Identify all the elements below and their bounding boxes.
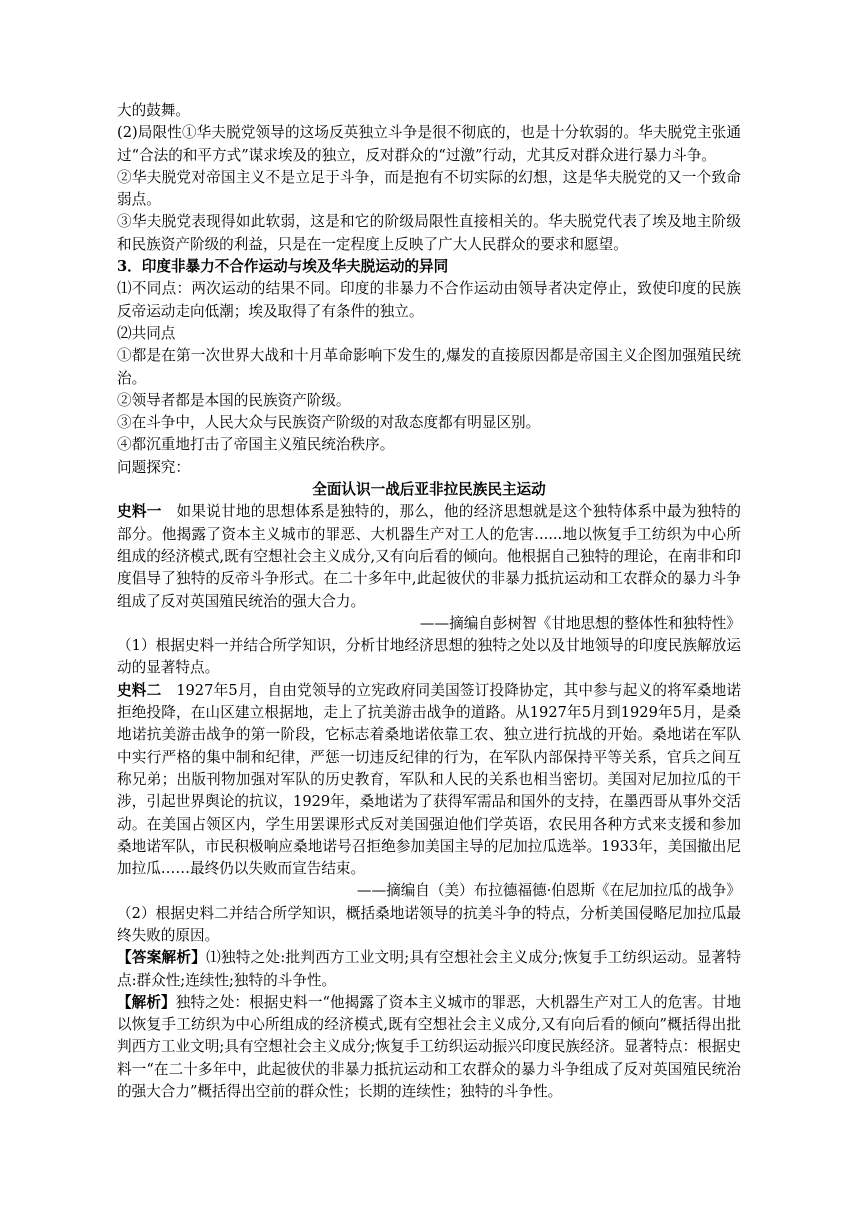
answer	[117, 947, 741, 992]
answer-label: 【答案解析】	[117, 949, 207, 967]
paragraph: ②华夫脱党对帝国主义不是立足于斗争，而是抱有不切实际的幻想，这是华夫脱党的又一个致命弱点。	[117, 168, 741, 209]
paragraph: ②领导者都是本国的民族资产阶级。	[117, 391, 351, 409]
source-citation: ——摘编自（美）布拉德福德·伯恩斯《在尼加拉瓜的战争》	[356, 882, 741, 900]
material-label: 史料二	[117, 681, 162, 699]
explanation-label: 【解析】	[117, 993, 176, 1011]
material-one	[117, 501, 741, 612]
paragraph: 问题探究：	[117, 458, 190, 476]
paragraph: ①都是在第一次世界大战和十月革命影响下发生的,爆发的直接原因都是帝国主义企图加强殖民统治。	[117, 347, 741, 387]
material-two	[117, 680, 741, 881]
paragraph: ④都沉重地打击了帝国主义殖民统治秩序。	[117, 436, 395, 454]
paragraph: ⑵共同点	[117, 324, 176, 342]
explanation	[117, 992, 741, 1103]
answer-text: ⑴独特之处:批判西方工业文明;具有空想社会主义成分;恢复手工纺织运动。显著特点:群众性;连续性;独特的斗争性。	[117, 949, 741, 989]
material-text: 如果说甘地的思想体系是独特的，那么，他的经济思想就是这个独特体系中最为独特的部分。他揭露了资本主义城市的罪恶、大机器生产对工人的危害......地以恢复手工纺织为中心所组成的经济模式,既有空想社会主义成分,又有向后看的倾向。他根据自己独特的理论，在南非和印度倡导了独特的反帝斗争形式。在二十多年中,此起彼伏的非暴力抵抗运动和工农群众的暴力斗争组成了反对英国殖民统治的强大合力。	[117, 503, 741, 610]
paragraph: (2)局限性①华夫脱党领导的这场反英独立斗争是很不彻底的，也是十分软弱的。华夫脱党主张通过“合法的和平方式”谋求埃及的独立，反对群众的“过激”行动，尤其反对群众进行暴力斗争。	[117, 124, 741, 164]
question-two: （2）根据史料二并结合所学知识，概括桑地诺领导的抗美斗争的特点，分析美国侵略尼加拉瓜最终失败的原因。	[117, 904, 741, 944]
material-text: 1927年5月，自由党领导的立宪政府同美国签订投降协定，其中参与起义的将军桑地诺拒绝投降，在山区建立根据地，走上了抗美游击战争的道路。从1927年5月到1929年5月，是桑地诺抗美游击战争的第一阶段，它标志着桑地诺依靠工农、独立进行抗战的开始。桑地诺在军队中实行严格的集中制和纪律，严惩一切违反纪律的行为，在军队内部保持平等关系，官兵之间互称兄弟；出版刊物加强对军队的历史教育，军队和人民的关系也相当密切。美国对尼加拉瓜的干涉，引起世界舆论的抗议，1929年，桑地诺为了获得军需品和国外的支持，在墨西哥从事外交活动。在美国占领区内，学生用罢课形式反对美国强迫他们学英语，农民用各种方式来支援和参加桑地诺军队，市民积极响应桑地诺号召拒绝参加美国主导的尼加拉瓜选举。1933年，美国撤出尼加拉瓜……最终仍以失败而宣告结束。	[117, 681, 741, 878]
explanation-text: 独特之处：根据史料一“他揭露了资本主义城市的罪恶，大机器生产对工人的危害。甘地以恢复手工纺织为中心所组成的经济模式,既有空想社会主义成分,又有向后看的倾向”概括得出批判西方工业文明;具有空想社会主义成分;恢复手工纺织运动振兴印度民族经济。显著特点：根据史料一“在二十多年中，此起彼伏的非暴力抵抗运动和工农群众的暴力斗争组成了反对英国殖民统治的强大合力”概括得出空前的群众性；长期的连续性；独特的斗争性。	[117, 993, 741, 1101]
section-title: 全面认识一战后亚非拉民族民主运动	[312, 481, 546, 499]
document-page	[117, 100, 741, 1103]
paragraph: ⑴不同点：两次运动的结果不同。印度的非暴力不合作运动由领导者决定停止，致使印度的民族反帝运动走向低潮；埃及取得了有条件的独立。	[117, 280, 741, 320]
question-one: （1）根据史料一并结合所学知识，分析甘地经济思想的独特之处以及甘地领导的印度民族解放运动的显著特点。	[117, 637, 741, 677]
paragraph: 大的鼓舞。	[117, 102, 190, 119]
section-heading: 3．印度非暴力不合作运动与埃及华夫脱运动的异同	[117, 258, 449, 276]
source-citation: ——摘编自彭树智《甘地思想的整体性和独特性》	[419, 614, 741, 632]
paragraph: ③华夫脱党表现得如此软弱，这是和它的阶级局限性直接相关的。华夫脱党代表了埃及地主阶级和民族资产阶级的利益，只是在一定程度上反映了广大人民群众的要求和愿望。	[117, 213, 741, 253]
material-label: 史料一	[117, 503, 162, 521]
paragraph: ③在斗争中，人民大众与民族资产阶级的对敌态度都有明显区别。	[117, 414, 541, 432]
